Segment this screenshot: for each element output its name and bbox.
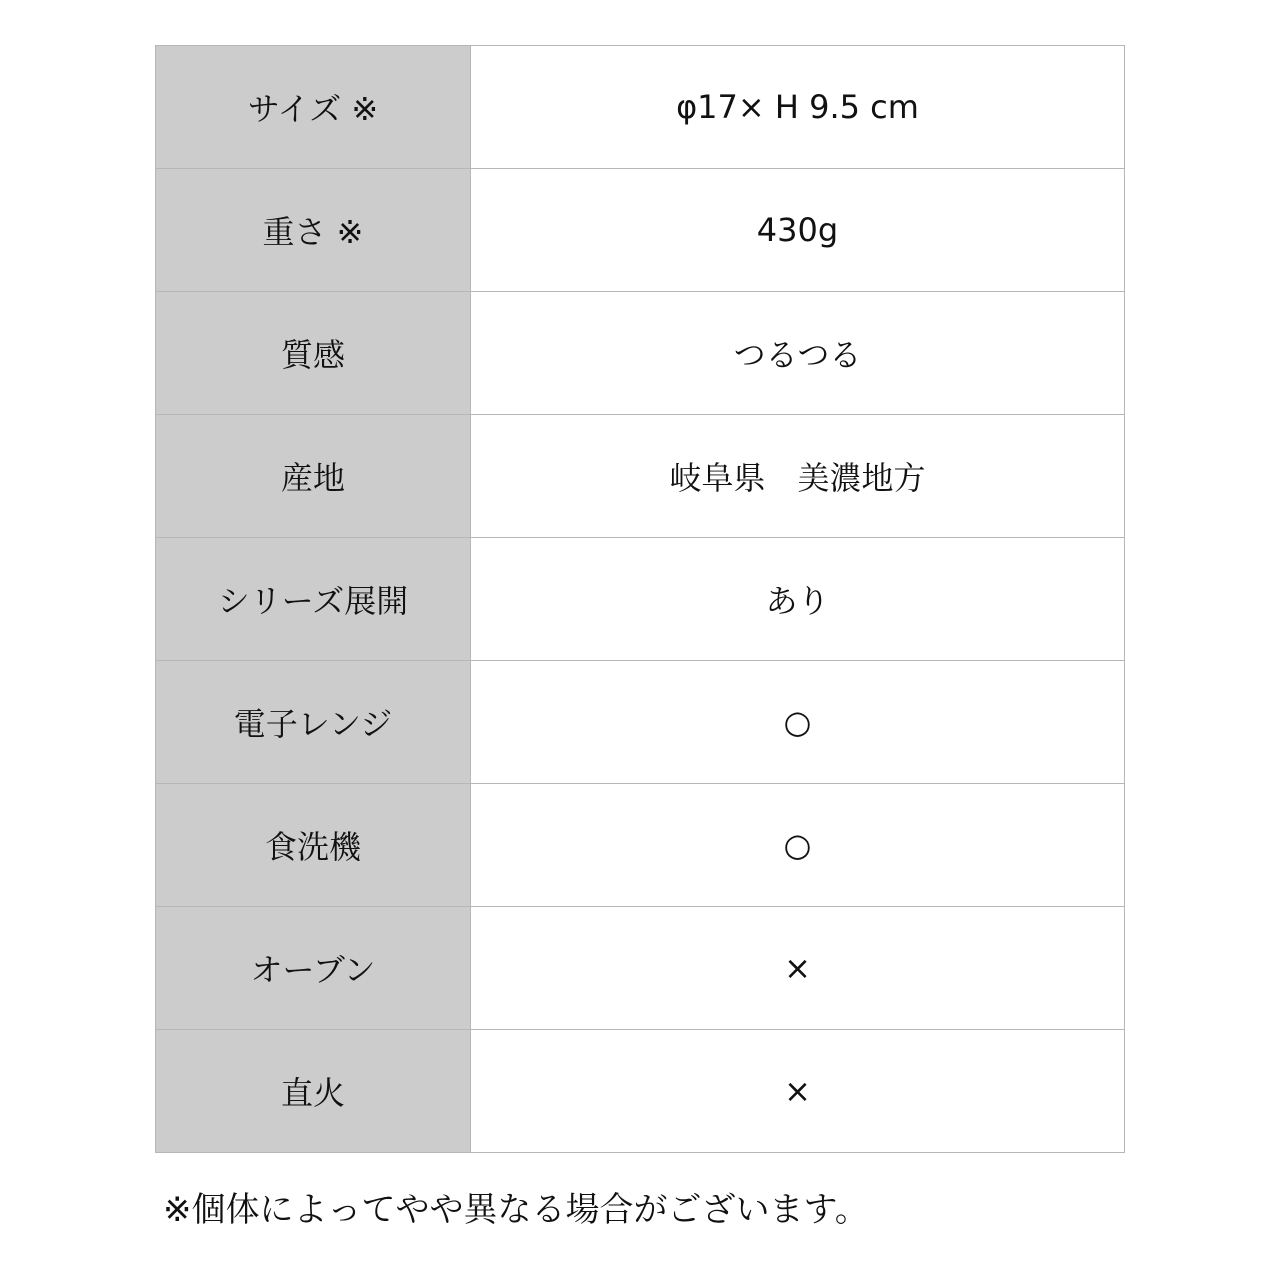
spec-value-series: あり — [471, 538, 1125, 661]
spec-value-origin: 岐阜県 美濃地方 — [471, 415, 1125, 538]
spec-label-microwave: 電子レンジ — [156, 661, 471, 784]
spec-value-texture: つるつる — [471, 292, 1125, 415]
spec-row-origin — [156, 415, 1125, 538]
spec-row-size — [156, 46, 1125, 169]
spec-row-weight — [156, 169, 1125, 292]
spec-label-oven: オーブン — [156, 907, 471, 1030]
spec-row-texture — [156, 292, 1125, 415]
spec-label-weight: 重さ ※ — [156, 169, 471, 292]
spec-row-oven — [156, 907, 1125, 1030]
spec-label-texture: 質感 — [156, 292, 471, 415]
spec-value-oven: × — [471, 907, 1125, 1030]
spec-value-open-flame: × — [471, 1030, 1125, 1153]
spec-row-dishwasher — [156, 784, 1125, 907]
spec-label-series: シリーズ展開 — [156, 538, 471, 661]
spec-value-dishwasher: ○ — [471, 784, 1125, 907]
spec-row-series — [156, 538, 1125, 661]
spec-label-size: サイズ ※ — [156, 46, 471, 169]
spec-row-open-flame — [156, 1030, 1125, 1153]
spec-value-microwave: ○ — [471, 661, 1125, 784]
spec-row-microwave — [156, 661, 1125, 784]
spec-value-weight: 430g — [471, 169, 1125, 292]
spec-label-origin: 産地 — [156, 415, 471, 538]
spec-table — [155, 45, 1125, 1153]
spec-label-dishwasher: 食洗機 — [156, 784, 471, 907]
footnote: ※個体によってやや異なる場合がございます。 — [163, 1190, 869, 1230]
spec-value-size: φ17× H 9.5 cm — [471, 46, 1125, 169]
spec-label-open-flame: 直火 — [156, 1030, 471, 1153]
